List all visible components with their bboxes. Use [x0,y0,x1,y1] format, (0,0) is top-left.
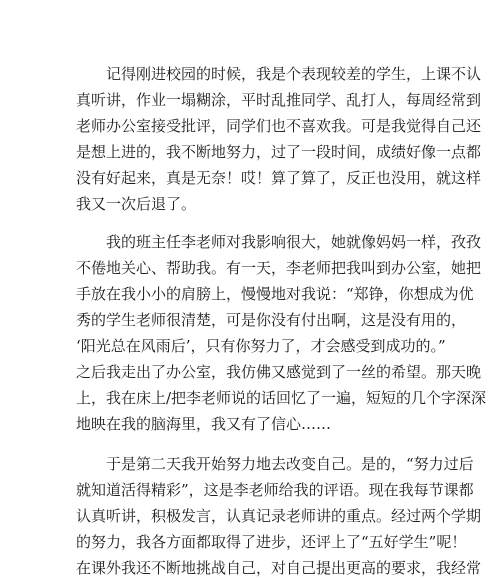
paragraph-change [76,451,481,581]
paragraph-school-memory [76,61,481,217]
text-line: ‘阳光总在风雨后’，只有你努力了，才会感受到成功的。” [76,337,446,355]
text-line: 上，我在床上/把李老师说的话回忆了一遍，短短的几个字深深 [76,389,487,407]
text-line: 地映在我的脑海里，我又有了信心…… [76,415,332,433]
text-line: 不倦地关心、帮助我。有一天，李老师把我叫到办公室，她把 [76,259,482,277]
paragraph-teacher-li [76,229,486,437]
text-line: 之后我走出了办公室，我仿佛又感觉到了一丝的希望。那天晚 [76,363,482,381]
text-line: 我的班主任李老师对我影响很大，她就像妈妈一样，孜孜 [76,233,482,251]
text-line: 在课外我还不断地挑战自己，对自己提出更高的要求，我经常 [76,559,482,577]
text-line: 我又一次后退了。 [76,195,197,213]
text-line: 于是第二天我开始努力地去改变自己。是的，“努力过后 [76,455,474,473]
text-line: 记得刚进校园的时候，我是个表现较差的学生，上课不认 [76,65,482,83]
text-line: 是想上进的，我不断地努力，过了一段时间，成绩好像一点都 [76,143,482,161]
text-line: 就知道活得精彩”，这是李老师给我的评语。现在我每节课都 [76,481,474,499]
text-line: 真听讲，作业一塌糊涂，平时乱推同学、乱打人，每周经常到 [76,91,482,109]
text-line: 认真听讲，积极发言，认真记录老师讲的重点。经过两个学期 [76,507,482,525]
text-line: 秀的学生老师很清楚，可是你没有付出啊，这是没有用的， [76,311,467,329]
text-line: 手放在我小小的肩膀上，慢慢地对我说：“郑铮，你想成为优 [76,285,474,303]
text-line: 没有好起来，真是无奈！哎！算了算了，反正也没用，就这样 [76,169,482,187]
text-line: 老师办公室接受批评，同学们也不喜欢我。可是我觉得自己还 [76,117,482,135]
text-line: 的努力，我各方面都取得了进步，还评上了“五好学生”呢！ [76,533,467,551]
